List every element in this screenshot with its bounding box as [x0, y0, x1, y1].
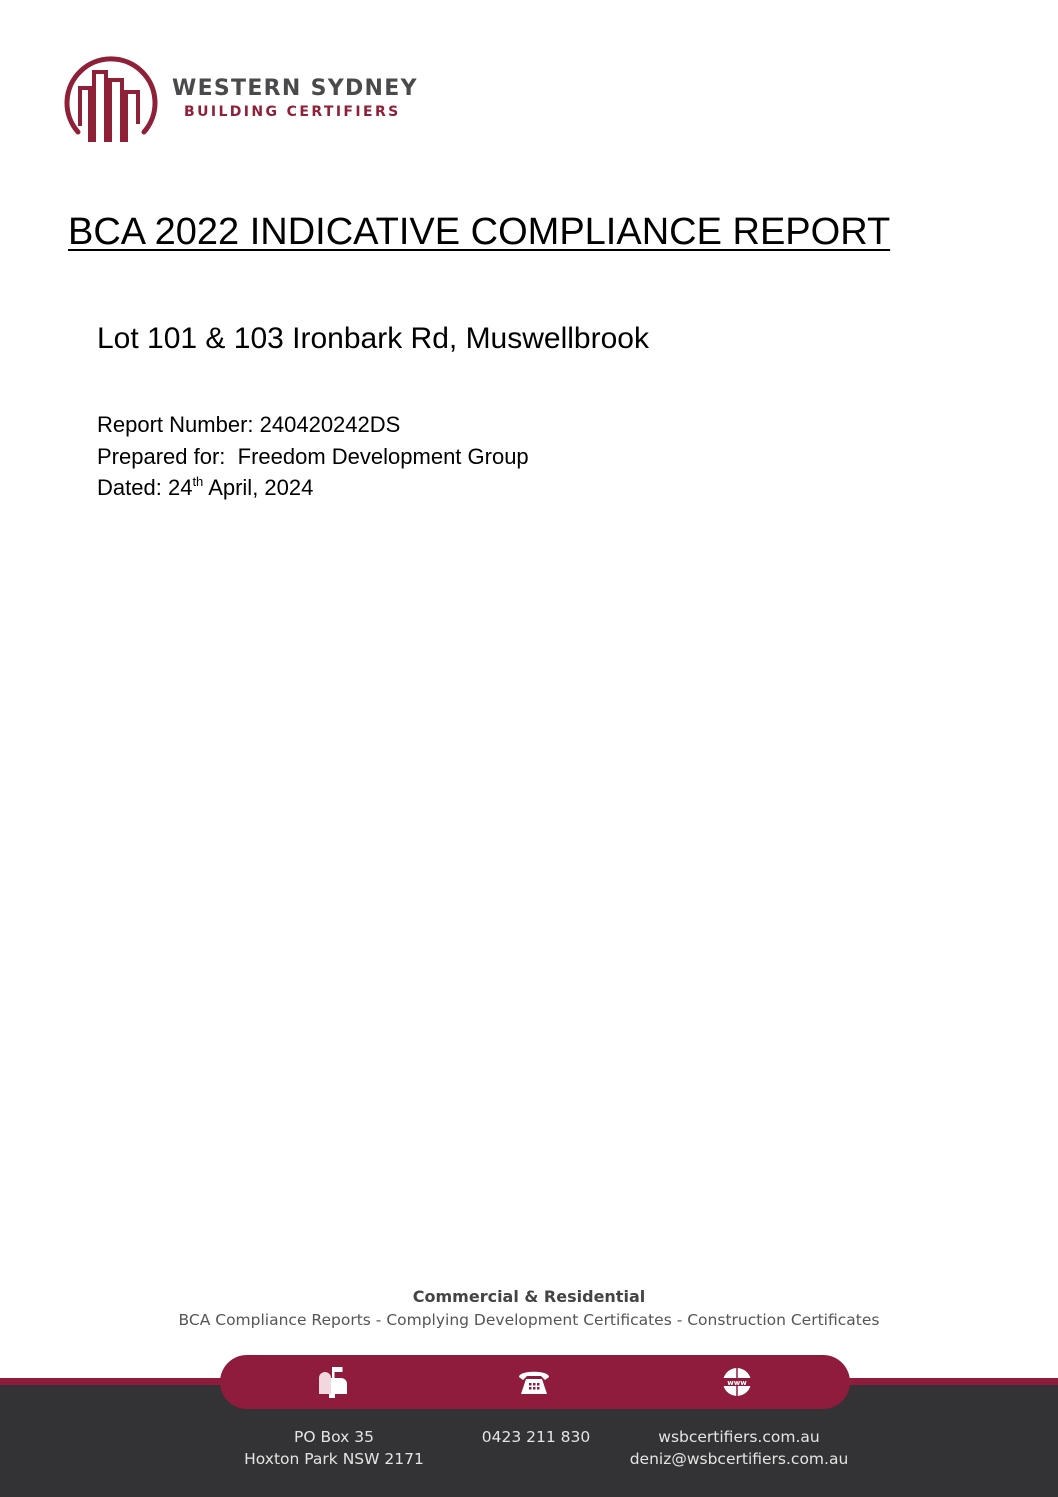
- logo-company-tagline: BUILDING CERTIFIERS: [184, 104, 401, 120]
- report-number-value: 240420242DS: [259, 412, 401, 437]
- mailbox-icon: [315, 1364, 351, 1400]
- svg-text:www: www: [727, 1379, 747, 1387]
- company-logo: [62, 48, 452, 148]
- dated-rest: April, 2024: [208, 475, 314, 500]
- globe-www-icon: [719, 1364, 755, 1400]
- prepared-for-label: Prepared for:: [97, 443, 226, 469]
- site-address: Lot 101 & 103 Ironbark Rd, Muswellbrook: [97, 322, 649, 355]
- telephone-icon: [516, 1364, 552, 1400]
- phone-number: 0423 211 830: [481, 1428, 591, 1446]
- prepared-for-value: Freedom Development Group: [237, 443, 529, 469]
- dated-line: [97, 472, 529, 504]
- dated-day-suffix: th: [192, 474, 204, 489]
- report-title: BCA 2022 INDICATIVE COMPLIANCE REPORT: [68, 211, 891, 253]
- dated-label: Dated:: [97, 475, 162, 500]
- postal-address: [236, 1426, 432, 1470]
- report-number-label: Report Number:: [97, 412, 254, 437]
- logo-company-name: WESTERN SYDNEY: [172, 76, 418, 101]
- website-link[interactable]: wsbcertifiers.com.au: [658, 1428, 820, 1446]
- postal-address-line1: PO Box 35: [294, 1428, 374, 1446]
- building-logo-icon: [62, 52, 160, 146]
- dated-day: 24: [167, 475, 193, 500]
- footer-heading: Commercial & Residential: [412, 1287, 646, 1306]
- email-link[interactable]: deniz@wsbcertifiers.com.au: [629, 1450, 849, 1468]
- postal-address-line2: Hoxton Park NSW 2171: [244, 1450, 424, 1468]
- footer-services: BCA Compliance Reports - Complying Development Certificates - Construction Certificates: [178, 1311, 880, 1329]
- prepared-for-line: [97, 441, 529, 473]
- report-number-line: [97, 409, 529, 441]
- report-details: [97, 409, 529, 504]
- web-contacts: [616, 1426, 862, 1470]
